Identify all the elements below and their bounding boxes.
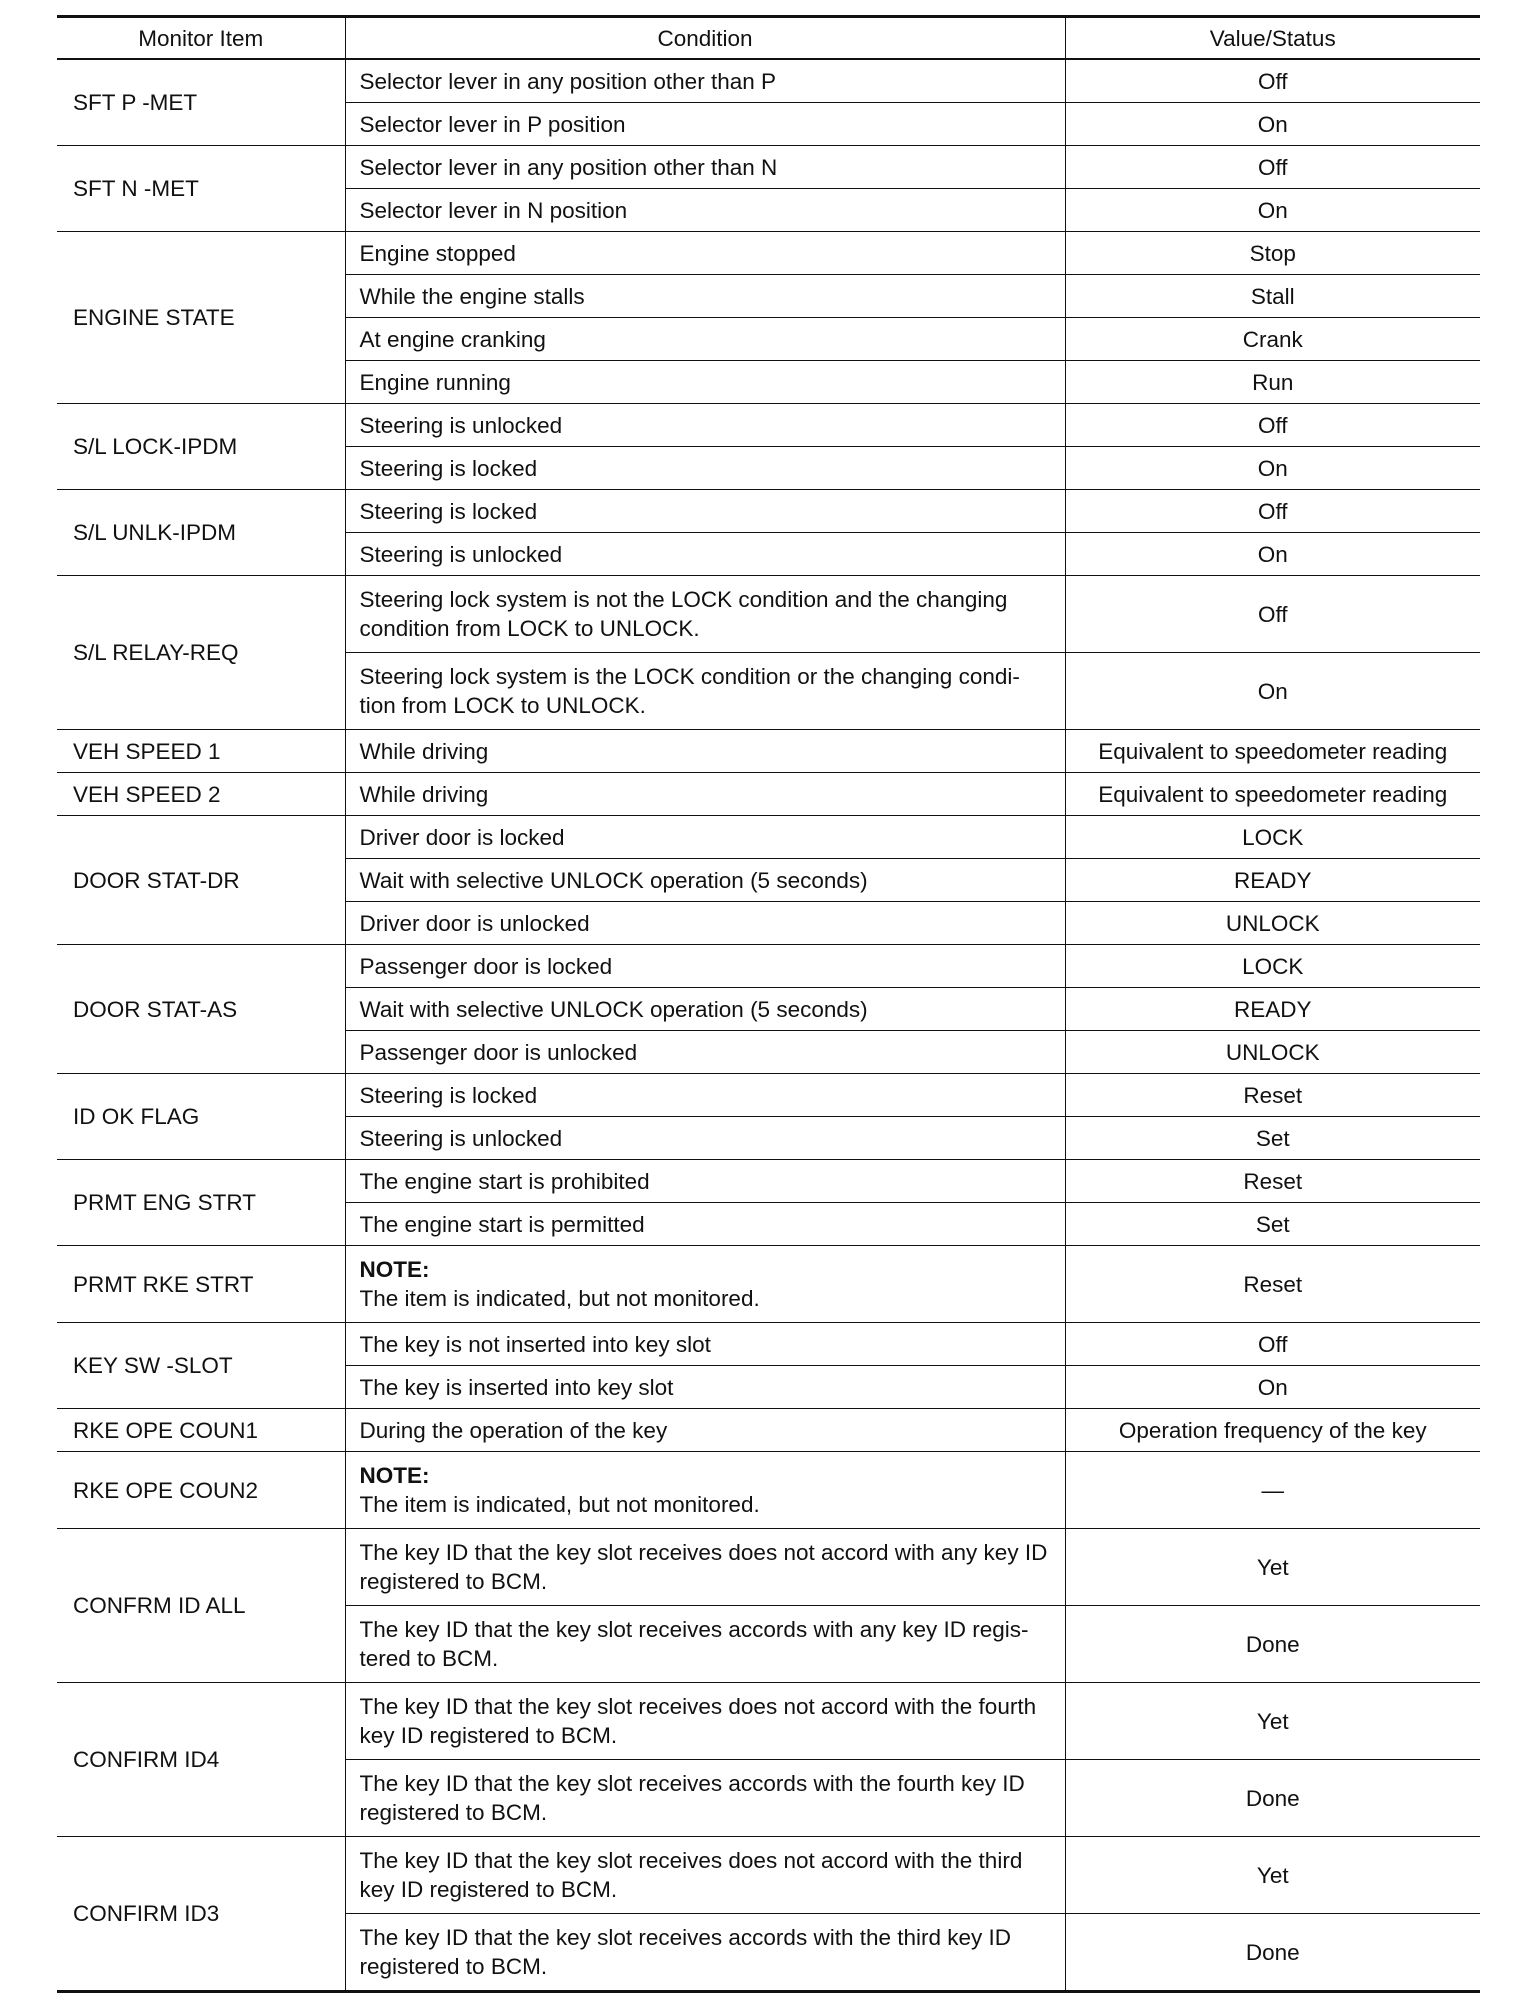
monitor-item-name: VEH SPEED 2 [57, 773, 345, 816]
condition-cell [345, 1246, 1065, 1323]
value-status-cell: Operation frequency of the key [1065, 1409, 1480, 1452]
value-status-cell: Stall [1065, 275, 1480, 318]
monitor-item-name: CONFIRM ID4 [57, 1683, 345, 1837]
value-status-cell: Crank [1065, 318, 1480, 361]
value-status-cell: Reset [1065, 1074, 1480, 1117]
monitor-item-name: SFT P -MET [57, 59, 345, 146]
value-status-cell: On [1065, 103, 1480, 146]
condition-cell: While driving [345, 773, 1065, 816]
value-status-cell: LOCK [1065, 816, 1480, 859]
condition-cell: Steering lock system is not the LOCK condition and the changing condition from LOCK to UNLOCK. [345, 576, 1065, 653]
value-status-cell: UNLOCK [1065, 902, 1480, 945]
table-row [57, 1529, 1480, 1606]
value-status-cell: Off [1065, 404, 1480, 447]
value-status-cell: Off [1065, 59, 1480, 103]
monitor-item-name: CONFRM ID ALL [57, 1529, 345, 1683]
condition-cell: Driver door is unlocked [345, 902, 1065, 945]
condition-cell: Wait with selective UNLOCK operation (5 seconds) [345, 988, 1065, 1031]
condition-cell: Selector lever in any position other than N [345, 146, 1065, 189]
note-label: NOTE: [359, 1257, 430, 1282]
value-status-cell: UNLOCK [1065, 1031, 1480, 1074]
table-row [57, 1837, 1480, 1914]
condition-cell: Wait with selective UNLOCK operation (5 seconds) [345, 859, 1065, 902]
monitor-item-name: KEY SW -SLOT [57, 1323, 345, 1409]
table-row [57, 945, 1480, 988]
table-row [57, 576, 1480, 653]
condition-cell: The key ID that the key slot receives accords with the fourth key ID registered to BCM. [345, 1760, 1065, 1837]
table-row [57, 1323, 1480, 1366]
table-row [57, 1074, 1480, 1117]
condition-cell: Selector lever in P position [345, 103, 1065, 146]
condition-cell: At engine cranking [345, 318, 1065, 361]
monitor-item-name: S/L LOCK-IPDM [57, 404, 345, 490]
monitor-item-name: S/L RELAY-REQ [57, 576, 345, 730]
condition-cell: The key ID that the key slot receives accords with any key ID regis-tered to BCM. [345, 1606, 1065, 1683]
value-status-cell: Stop [1065, 232, 1480, 275]
table-row [57, 404, 1480, 447]
table-row [57, 1683, 1480, 1760]
value-status-cell: On [1065, 1366, 1480, 1409]
condition-cell: While the engine stalls [345, 275, 1065, 318]
header-value-status: Value/Status [1065, 17, 1480, 60]
condition-cell: While driving [345, 730, 1065, 773]
value-status-cell: Equivalent to speedometer reading [1065, 773, 1480, 816]
value-status-cell: Off [1065, 490, 1480, 533]
table-row [57, 1246, 1480, 1323]
table-row [57, 490, 1480, 533]
condition-cell [345, 1452, 1065, 1529]
value-status-cell: Off [1065, 146, 1480, 189]
value-status-cell: Yet [1065, 1837, 1480, 1914]
value-status-cell: Reset [1065, 1160, 1480, 1203]
condition-cell: Driver door is locked [345, 816, 1065, 859]
value-status-cell: Reset [1065, 1246, 1480, 1323]
monitor-item-table [57, 15, 1480, 1993]
table-header-row [57, 17, 1480, 60]
table-row [57, 1452, 1480, 1529]
note-label: NOTE: [359, 1463, 430, 1488]
table-body [57, 59, 1480, 1992]
table-row [57, 146, 1480, 189]
monitor-item-name: PRMT RKE STRT [57, 1246, 345, 1323]
condition-cell: Selector lever in N position [345, 189, 1065, 232]
value-status-cell: On [1065, 447, 1480, 490]
header-condition: Condition [345, 17, 1065, 60]
table-row [57, 59, 1480, 103]
table-row [57, 816, 1480, 859]
value-status-cell: READY [1065, 859, 1480, 902]
condition-cell: Steering is locked [345, 447, 1065, 490]
condition-cell: Steering is unlocked [345, 404, 1065, 447]
table-row [57, 232, 1480, 275]
condition-cell: Engine stopped [345, 232, 1065, 275]
header-monitor-item: Monitor Item [57, 17, 345, 60]
condition-cell: The engine start is permitted [345, 1203, 1065, 1246]
value-status-cell: On [1065, 533, 1480, 576]
condition-cell: Steering is locked [345, 1074, 1065, 1117]
monitor-item-name: SFT N -MET [57, 146, 345, 232]
value-status-cell: Yet [1065, 1529, 1480, 1606]
table-row [57, 1160, 1480, 1203]
note-text: The item is indicated, but not monitored. [359, 1492, 760, 1517]
condition-cell: The engine start is prohibited [345, 1160, 1065, 1203]
value-status-cell: READY [1065, 988, 1480, 1031]
monitor-item-name: ID OK FLAG [57, 1074, 345, 1160]
monitor-item-name: PRMT ENG STRT [57, 1160, 345, 1246]
value-status-cell: — [1065, 1452, 1480, 1529]
table-row [57, 1409, 1480, 1452]
value-status-cell: Off [1065, 576, 1480, 653]
value-status-cell: LOCK [1065, 945, 1480, 988]
monitor-item-name: VEH SPEED 1 [57, 730, 345, 773]
monitor-item-name: ENGINE STATE [57, 232, 345, 404]
monitor-item-name: DOOR STAT-AS [57, 945, 345, 1074]
condition-cell: Passenger door is unlocked [345, 1031, 1065, 1074]
condition-cell: Steering lock system is the LOCK condition or the changing condi-tion from LOCK to UNLOCK. [345, 653, 1065, 730]
value-status-cell: Yet [1065, 1683, 1480, 1760]
value-status-cell: Run [1065, 361, 1480, 404]
condition-cell: Steering is unlocked [345, 533, 1065, 576]
monitor-item-name: DOOR STAT-DR [57, 816, 345, 945]
condition-cell: Engine running [345, 361, 1065, 404]
note-text: The item is indicated, but not monitored. [359, 1286, 760, 1311]
value-status-cell: Done [1065, 1606, 1480, 1683]
condition-cell: The key ID that the key slot receives does not accord with any key ID registered to BCM. [345, 1529, 1065, 1606]
value-status-cell: Done [1065, 1914, 1480, 1992]
condition-cell: Passenger door is locked [345, 945, 1065, 988]
condition-cell: The key ID that the key slot receives does not accord with the fourth key ID registered to BCM. [345, 1683, 1065, 1760]
condition-cell: The key is inserted into key slot [345, 1366, 1065, 1409]
condition-cell: During the operation of the key [345, 1409, 1065, 1452]
value-status-cell: On [1065, 653, 1480, 730]
table-row [57, 730, 1480, 773]
value-status-cell: Set [1065, 1117, 1480, 1160]
monitor-item-name: CONFIRM ID3 [57, 1837, 345, 1992]
condition-cell: The key ID that the key slot receives does not accord with the third key ID registered to BCM. [345, 1837, 1065, 1914]
value-status-cell: Off [1065, 1323, 1480, 1366]
condition-cell: Selector lever in any position other than P [345, 59, 1065, 103]
condition-cell: Steering is unlocked [345, 1117, 1065, 1160]
value-status-cell: On [1065, 189, 1480, 232]
condition-cell: The key ID that the key slot receives accords with the third key ID registered to BCM. [345, 1914, 1065, 1992]
table-row [57, 773, 1480, 816]
value-status-cell: Set [1065, 1203, 1480, 1246]
value-status-cell: Equivalent to speedometer reading [1065, 730, 1480, 773]
monitor-item-name: S/L UNLK-IPDM [57, 490, 345, 576]
condition-cell: Steering is locked [345, 490, 1065, 533]
monitor-item-name: RKE OPE COUN2 [57, 1452, 345, 1529]
monitor-item-name: RKE OPE COUN1 [57, 1409, 345, 1452]
value-status-cell: Done [1065, 1760, 1480, 1837]
condition-cell: The key is not inserted into key slot [345, 1323, 1065, 1366]
